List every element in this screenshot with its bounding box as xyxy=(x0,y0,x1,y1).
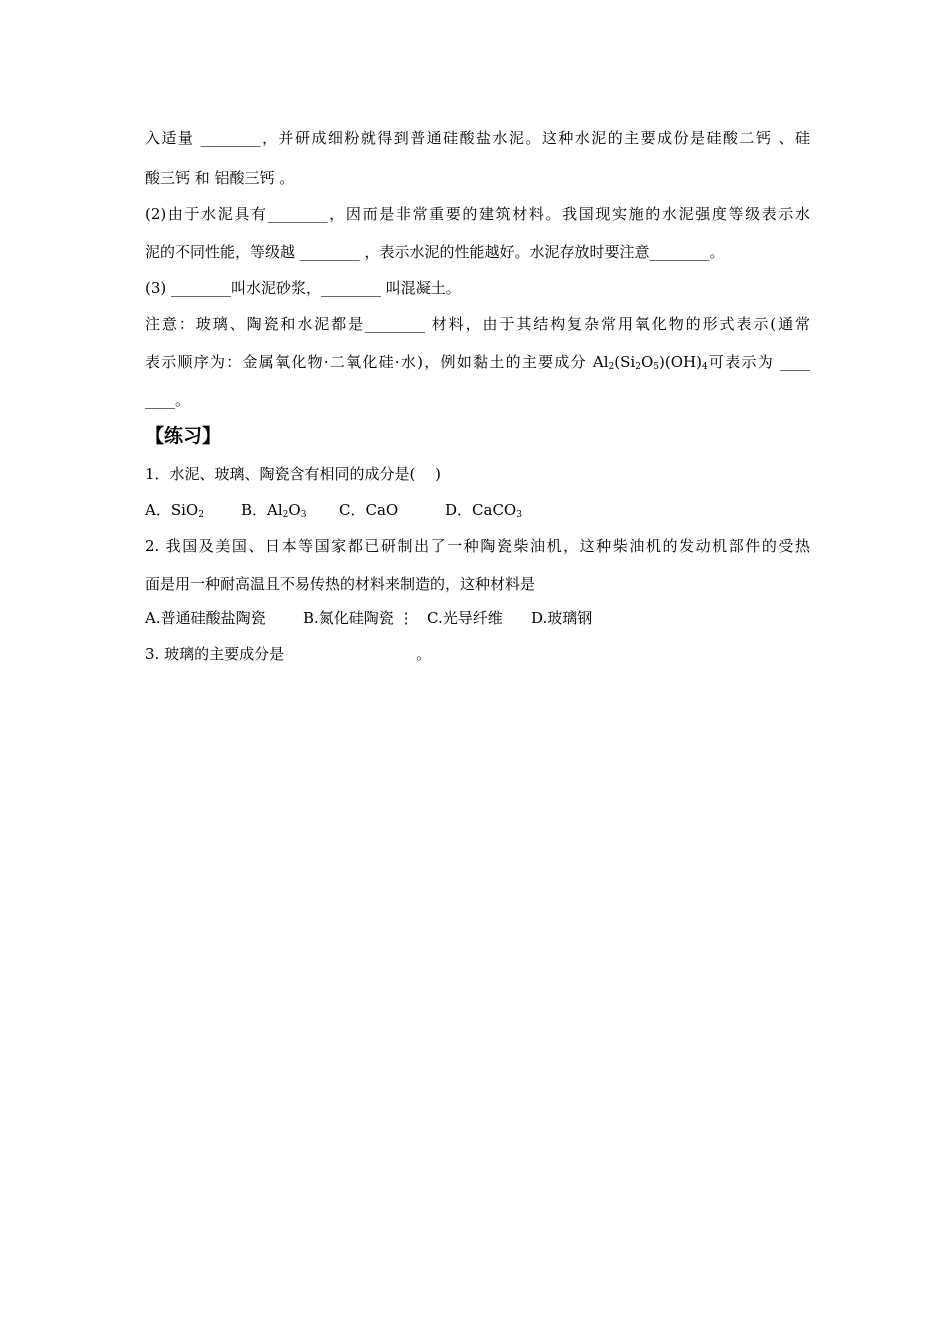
question-3-text: 3. 玻璃的主要成分是 xyxy=(145,645,285,663)
cement-paragraph-line-2: 酸三钙 和 铝酸三钙 。 xyxy=(145,169,295,187)
option-b-text: B．Al xyxy=(241,501,283,519)
subscript: 4 xyxy=(701,362,708,372)
formula-part: O xyxy=(640,353,654,371)
option-d xyxy=(445,498,522,522)
option-d-text: D．CaCO xyxy=(445,501,517,519)
option-b xyxy=(303,606,427,630)
option-d: D.玻璃钢 xyxy=(531,609,593,627)
note-line-3: ____。 xyxy=(145,391,191,409)
question-2-options xyxy=(145,606,592,630)
subscript: 3 xyxy=(300,510,307,520)
question-1-options xyxy=(145,498,522,522)
mortar-concrete-line: (3) ________叫水泥砂浆，________ 叫混凝土。 xyxy=(145,279,461,297)
option-a xyxy=(145,498,241,522)
cement-paragraph-line-1: 入适量 ________，并研成细粉就得到普通硅酸盐水泥。这种水泥的主要成份是硅酸二钙 、硅 xyxy=(145,129,810,147)
subscript: 2 xyxy=(608,362,615,372)
note-line-2-end: 可表示为 ____ xyxy=(707,353,810,371)
formula-part: (Si xyxy=(614,353,636,371)
subscript: 2 xyxy=(198,510,204,520)
subscript: 5 xyxy=(653,362,659,372)
option-b-text: B.氮化硅陶瓷 xyxy=(303,609,394,627)
note-line-2 xyxy=(145,350,810,374)
formula-part: )(OH) xyxy=(659,353,702,371)
subscript: 2 xyxy=(282,510,289,520)
question-2-line-1: 2. 我国及美国、日本等国家都已研制出了一种陶瓷柴油机，这种柴油机的发动机部件的受热 xyxy=(145,537,810,555)
note-line-1: 注意：玻璃、陶瓷和水泥都是________ 材料，由于其结构复杂常用氧化物的形式表示(通常 xyxy=(145,315,810,333)
question-1: 1．水泥、玻璃、陶瓷含有相同的成分是( ) xyxy=(145,465,442,483)
subscript: 3 xyxy=(516,510,522,520)
option-c: C.光导纤维 xyxy=(427,609,503,627)
exercise-heading: 【练习】 xyxy=(145,425,222,447)
option-b xyxy=(241,498,339,522)
option-c: C．CaO xyxy=(339,501,399,519)
question-3 xyxy=(145,642,431,666)
option-b-text: O xyxy=(288,501,301,519)
vertical-dots-mark: ⋮ xyxy=(398,609,414,627)
option-a-text: A．SiO xyxy=(145,501,199,519)
question-3-end: 。 xyxy=(416,645,432,663)
option-a: A.普通硅酸盐陶瓷 xyxy=(145,609,266,627)
cement-property-line-1: (2)由于水泥具有________，因而是非常重要的建筑材料。我国现实施的水泥强度等级表示水 xyxy=(145,205,810,223)
question-2-line-2: 面是用一种耐高温且不易传热的材料来制造的，这种材料是 xyxy=(145,575,536,593)
cement-property-line-2: 泥的不同性能，等级越 ________ ，表示水泥的性能越好。水泥存放时要注意________。 xyxy=(145,243,725,261)
subscript: 2 xyxy=(635,362,641,372)
note-line-2-start: 表示顺序为：金属氧化物·二氧化硅·水)，例如黏土的主要成分 Al xyxy=(145,353,609,371)
